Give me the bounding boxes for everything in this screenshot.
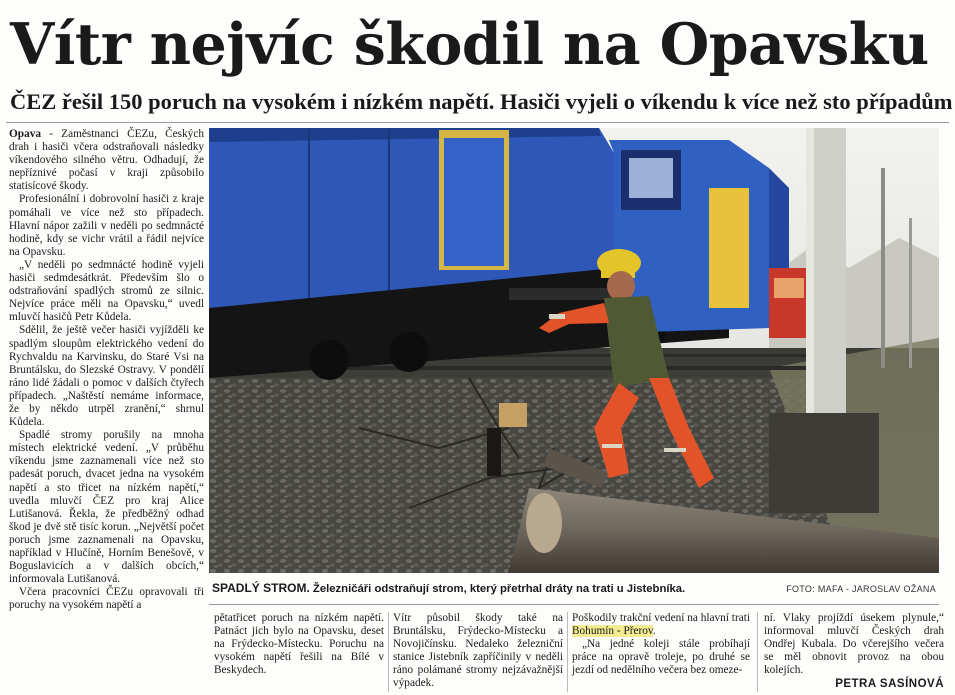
paragraph: ní. Vlaky projíždí úsekem plynule,“ informoval mluvčí Českých drah Ondřej Kubala. Do včerejšího večera se měl obnovit provoz na obou kolejích. — [764, 612, 944, 677]
article-column-4 — [572, 612, 750, 677]
paragraph: Včera pracovníci ČEZu opravovali tři poruchy na vysokém napětí a — [9, 586, 204, 612]
paragraph: Profesionální i dobrovolní hasiči z kraje pomáhali ve více než sto případech. Hlavní nápor zažili v neděli po sedmnácté hodině, kdy se vichr vrátil a řádil nejvíce na Opavsku. — [9, 193, 204, 258]
article-column-1 — [9, 128, 204, 612]
column-divider — [757, 612, 758, 692]
dateline: Opava — [9, 128, 42, 140]
author-byline: PETRA SASÍNOVÁ — [835, 678, 944, 691]
paragraph: Spadlé stromy porušily na mnoha místech elektrické vedení. „V průběhu víkendu jsme zaznamenali více než sto padesát poruch, dvacet jedna na vysokém napětí a sto třicet na nízkém napětí,“ uvedla mluvčí ČEZ pro kraj Alice Lutišanová. Řekla, že předběžný odhad škod je dvě stě tisíc korun. „Největší počet poruch jsme zaznamenali na Opavsku, například v Hlučíně, Horním Benešově, v Boguslavicích a v dalších obcích,“ informovala Lutišanová. — [9, 429, 204, 586]
paragraph: pětatřicet poruch na nízkém napětí. Patnáct jich bylo na Opavsku, deset na Frýdecko-Místecku. Poruchu na vysokém napětí řešili na Bílé v Beskydech. — [214, 612, 384, 677]
column-divider — [388, 612, 389, 692]
photo-credit: FOTO: MAFA - JAROSLAV OŽANA — [786, 584, 936, 594]
paragraph: Sdělil, že ještě večer hasiči vyjížděli ke spadlým sloupům elektrického vedení do Rychvaldu na Karvinsku, do Staré Vsi na Bruntálsku, do Slezské Ostravy. V pondělí ráno lidé žádali o pomoc v dalších čtyřech případech. „Naštěstí nemáme informace, že by někdo utrpěl zranění,“ shrnul Kůdela. — [9, 324, 204, 429]
paragraph — [9, 128, 204, 193]
headline: Vítr nejvíc škodil na Opavsku — [10, 11, 929, 78]
paragraph: „Na jedné koleji stále probíhají práce na opravě troleje, po druhé se jezdí od nedělního večera bez omeze- — [572, 638, 750, 677]
paragraph-text: - Zaměstnanci ČEZu, Českých drah i hasiči včera odstraňovali následky víkendového silného větru. Odhadují, že nepříznivé počasí v kraji způsobilo statisícové škody. — [9, 128, 204, 193]
caption-text: Železničáři odstraňují strom, který přetrhal dráty na trati u Jistebníka. — [309, 583, 686, 595]
column-divider — [567, 612, 568, 692]
article-column-5 — [764, 612, 944, 692]
article-column-3 — [393, 612, 563, 691]
photo-caption — [212, 580, 942, 602]
divider — [209, 604, 939, 605]
paragraph-text: . — [652, 625, 656, 638]
paragraph: „V neděli po sedmnácté hodině vyjeli hasiči sedmdesátkrát. Především šlo o odstraňování spadlých stromů ze silnic. Nejvíce práce měli na Opavsku,“ uvedl mluvčí hasičů Petr Kůdela. — [9, 258, 204, 324]
caption-label: SPADLÝ STROM. — [212, 581, 310, 595]
article-column-2 — [214, 612, 384, 677]
subheadline: ČEZ řešil 150 poruch na vysokém i nízkém napětí. Hasiči vyjeli o víkendu k více než sto případům — [10, 89, 953, 114]
divider — [6, 122, 949, 123]
paragraph: Vítr působil škody také na Bruntálsku, Frýdecko-Místecku a Novojičínsku. Nedaleko železniční stanice Jistebník zapříčinily v neděli ráno polámané stromy nejzávažnější výpadek. — [393, 612, 563, 690]
news-photo — [209, 128, 939, 573]
paragraph — [572, 612, 750, 638]
paragraph-text: Poškodily trakční vedení na hlavní trati — [572, 612, 750, 624]
highlighted-text: Bohumín - Přerov — [572, 625, 653, 638]
